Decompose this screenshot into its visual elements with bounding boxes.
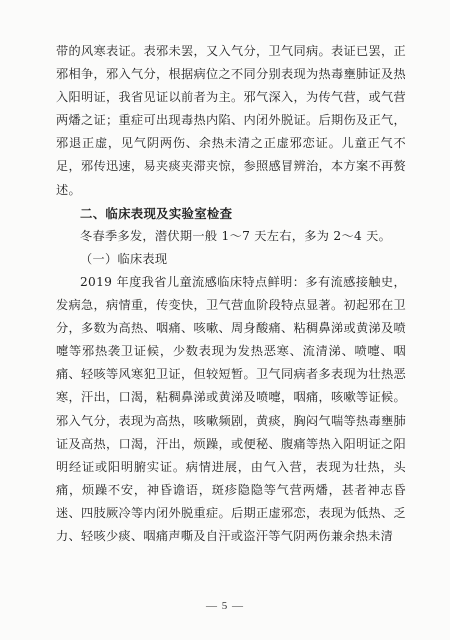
document-body	[56, 40, 406, 548]
paragraph-intro: 冬春季多发，潜伏期一般 1～7 天左右，多为 2～4 天。	[80, 228, 392, 243]
page-number: — 5 —	[206, 600, 244, 612]
paragraph-clinical: 2019 年度我省儿童流感临床特点鲜明：多有流感接触史，发病急，病情重，传变快，卫气营血阶段特点显著。初起邪在卫分，多数为高热、咽痛、咳嗽、周身酸痛、粘稠鼻涕或黄涕及喷嚏等邪热袭卫证候，少数表现为发热恶寒、流清涕、喷嚏、咽痛、轻咳等风寒犯卫证，但较短暂。卫气同病者多表现为壮热恶寒，汗出，口渴，粘稠鼻涕或黄涕及喷嚏，咽痛，咳嗽等证候。邪入气分，表现为高热，咳嗽频剧，黄痰，胸闷气喘等热毒壅肺证及高热，口渴，汗出，烦躁，或便秘、腹痛等热入阳明证之阳明经证或阳明腑实证。病情进展，由气入营，表现为壮热，头痛，烦躁不安，神昏谵语，斑疹隐隐等气营两燔，甚者神志昏迷、四肢厥冷等内闭外脱重症。后期正虚邪恋，表现为低热、乏力、轻咳少痰、咽痛声嘶及自汗或盗汗等气阴两伤兼余热未清	[56, 274, 406, 543]
paragraph-continued: 带的风寒表证。表邪未罢，又入气分，卫气同病。表证已罢，正邪相争，邪入气分，根据病位之不同分别表现为热毒壅肺证及热入阳明证，我省见证以前者为主。邪气深入，为传气营，或气营两燔之证；重症可出现毒热内陷、内闭外脱证。后期伤及正气，邪退正虚，见气阴两伤、余热未清之正虚邪恋证。儿童正气不足，邪传迅速，易夹痰夹滞夹惊，参照感冒辨治，本方案不再赘述。	[56, 44, 406, 197]
subsection-heading: （一）临床表现	[80, 251, 168, 266]
section-heading: 二、临床表现及实验室检查	[80, 205, 233, 221]
